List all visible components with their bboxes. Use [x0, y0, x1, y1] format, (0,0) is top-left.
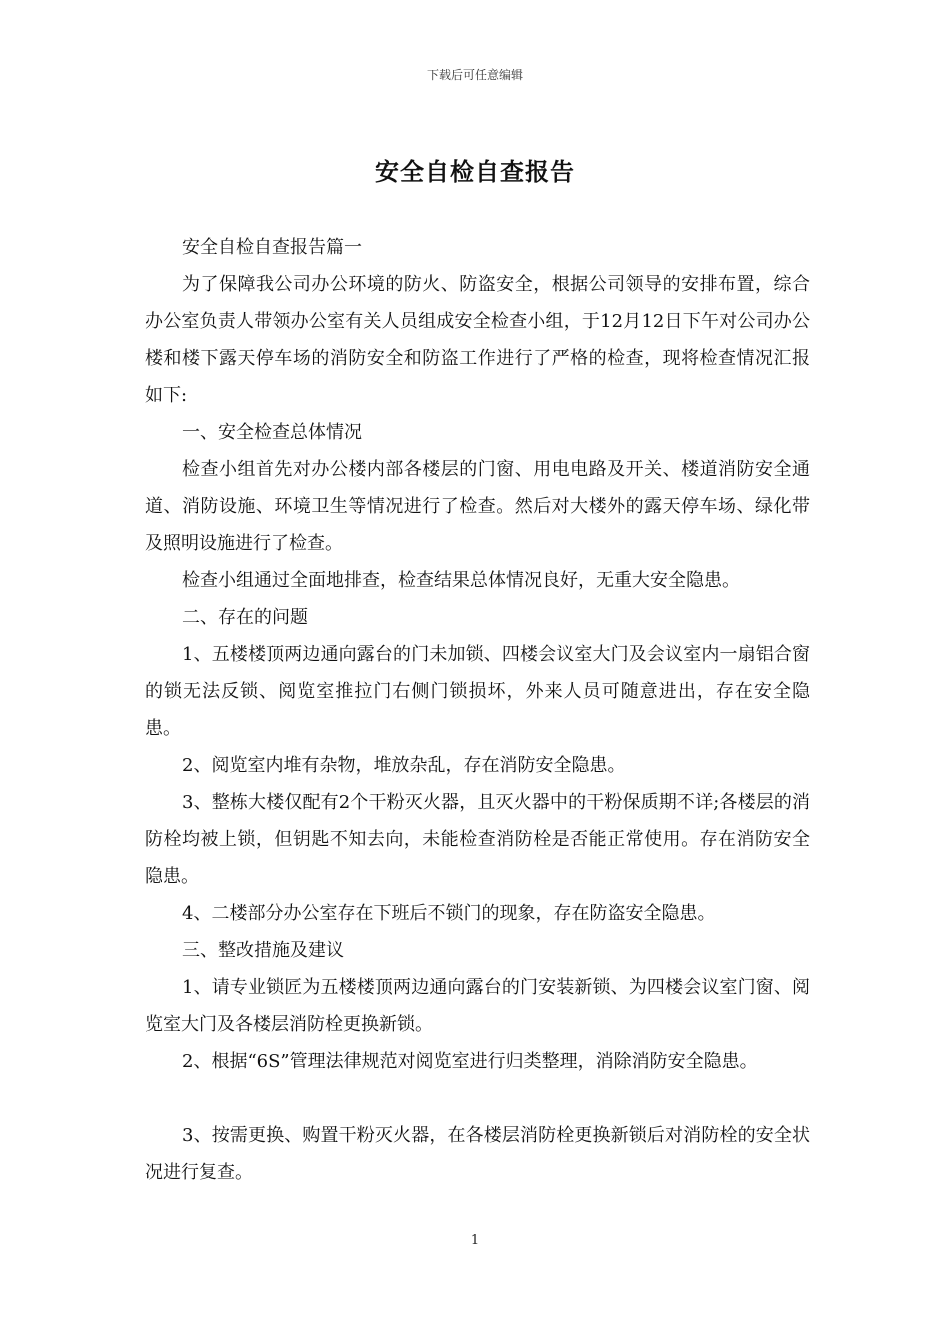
header-note: 下载后可任意编辑 [426, 68, 523, 82]
paragraph: 1、请专业锁匠为五楼楼顶两边通向露台的门安装新锁、为四楼会议室门窗、阅览室大门及各楼层消防栓更换新锁。 [145, 977, 810, 1035]
section-heading: 三、整改措施及建议 [182, 940, 344, 961]
section-heading: 一、安全检查总体情况 [182, 422, 362, 443]
paragraph: 3、按需更换、购置干粉灭火器，在各楼层消防栓更换新锁后对消防栓的安全状况进行复查。 [145, 1125, 810, 1183]
page-number: 1 [470, 1233, 480, 1248]
paragraph: 2、阅览室内堆有杂物，堆放杂乱，存在消防安全隐患。 [182, 755, 626, 776]
paragraph: 为了保障我公司办公环境的防火、防盗安全，根据公司领导的安排布置，综合办公室负责人带领办公室有关人员组成安全检查小组，于12月12日下午对公司办公楼和楼下露天停车场的消防安全和防盗工作进行了严格的检查，现将检查情况汇报如下: [145, 274, 810, 406]
paragraph: 3、整栋大楼仅配有2个干粉灭火器，且灭火器中的干粉保质期不详;各楼层的消防栓均被上锁，但钥匙不知去向，未能检查消防栓是否能正常使用。存在消防安全隐患。 [145, 792, 810, 887]
document-body [145, 229, 810, 1191]
document-title: 安全自检自查报告 [375, 158, 575, 186]
paragraph: 检查小组首先对办公楼内部各楼层的门窗、用电电路及开关、楼道消防安全通道、消防设施、环境卫生等情况进行了检查。然后对大楼外的露天停车场、绿化带及照明设施进行了检查。 [145, 459, 810, 554]
paragraph: 检查小组通过全面地排查，检查结果总体情况良好，无重大安全隐患。 [182, 570, 740, 591]
section-heading: 二、存在的问题 [182, 607, 308, 628]
paragraph: 1、五楼楼顶两边通向露台的门未加锁、四楼会议室大门及会议室内一扇铝合窗的锁无法反锁、阅览室推拉门右侧门锁损坏，外来人员可随意进出，存在安全隐患。 [145, 644, 810, 739]
section-heading: 安全自检自查报告篇一 [182, 237, 362, 258]
paragraph: 2、根据“6S”管理法律规范对阅览室进行归类整理，消除消防安全隐患。 [182, 1051, 758, 1072]
paragraph: 4、二楼部分办公室存在下班后不锁门的现象，存在防盗安全隐患。 [182, 903, 716, 924]
